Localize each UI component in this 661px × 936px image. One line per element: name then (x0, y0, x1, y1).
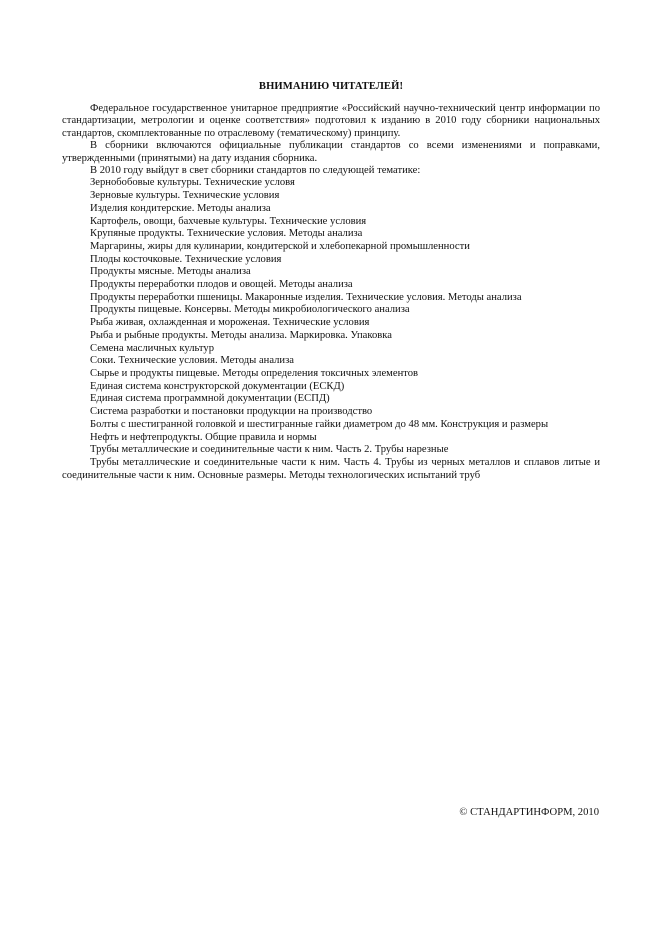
list-item: Семена масличных культур (90, 342, 215, 354)
list-item: Продукты мясные. Методы анализа (90, 266, 251, 278)
list-item: Плоды косточковые. Технические условия (90, 253, 282, 265)
intro-paragraph: Федеральное государственное унитарное предприятие «Российский научно-технический центр информации по стандартизации, метрологии и оценке соответствия» подготовил к изданию в 2010 году сборники национальных стандартов, скомплектованные по отраслевому (тематическому) принципу. (62, 103, 600, 139)
list-item: Единая система конструкторской документации (ЕСКД) (90, 380, 345, 392)
list-item: Зерновые культуры. Технические условия (90, 190, 280, 202)
document-body (62, 80, 600, 482)
list-item: Трубы металлические и соединительные части к ним. Часть 2. Трубы нарезные (90, 444, 449, 456)
list-item: Маргарины, жиры для кулинарии, кондитерской и хлебопекарной промышленности (90, 240, 470, 252)
page-title: ВНИМАНИЮ ЧИТАТЕЛЕЙ! (258, 81, 404, 92)
list-item: Сырье и продукты пищевые. Методы определения токсичных элементов (90, 367, 419, 379)
list-item: Соки. Технические условия. Методы анализа (90, 355, 294, 367)
list-item: Картофель, овощи, бахчевые культуры. Технические условия (90, 215, 367, 227)
list-item: Продукты пищевые. Консервы. Методы микробиологического анализа (90, 304, 410, 316)
list-item: Нефть и нефтепродукты. Общие правила и нормы (90, 431, 317, 443)
list-item: Болты с шестигранной головкой и шестигранные гайки диаметром до 48 мм. Конструкция и размеры (90, 418, 549, 430)
topic-list (62, 177, 600, 482)
copyright-notice: © СТАНДАРТИНФОРМ, 2010 (459, 807, 599, 818)
list-item: Продукты переработки плодов и овощей. Методы анализа (90, 279, 353, 291)
list-item: Рыба и рыбные продукты. Методы анализа. Маркировка. Упаковка (90, 329, 392, 341)
scope-paragraph: В сборники включаются официальные публикации стандартов со всеми изменениями и поправками, утвержденными (принятыми) на дату издания сборника. (62, 140, 600, 164)
list-item: Система разработки и постановки продукции на производство (90, 406, 373, 418)
list-item: Крупяные продукты. Технические условия. Методы анализа (90, 228, 363, 240)
list-item: Изделия кондитерские. Методы анализа (90, 202, 271, 214)
list-item: Единая система программной документации (ЕСПД) (90, 393, 330, 405)
list-intro-paragraph: В 2010 году выйдут в свет сборники стандартов по следующей тематике: (90, 165, 421, 177)
list-item: Продукты переработки пшеницы. Макаронные изделия. Технические условия. Методы анализа (90, 291, 522, 303)
list-item: Зернобобовые культуры. Технические условя (90, 177, 295, 189)
list-item: Рыба живая, охлажденная и мороженая. Технические условия (90, 317, 370, 329)
list-item: Трубы металлические и соединительные части к ним. Часть 4. Трубы из черных металлов и сплавов литые и соединительные части к ним. Основные размеры. Методы технологических испытаний труб (62, 456, 600, 481)
